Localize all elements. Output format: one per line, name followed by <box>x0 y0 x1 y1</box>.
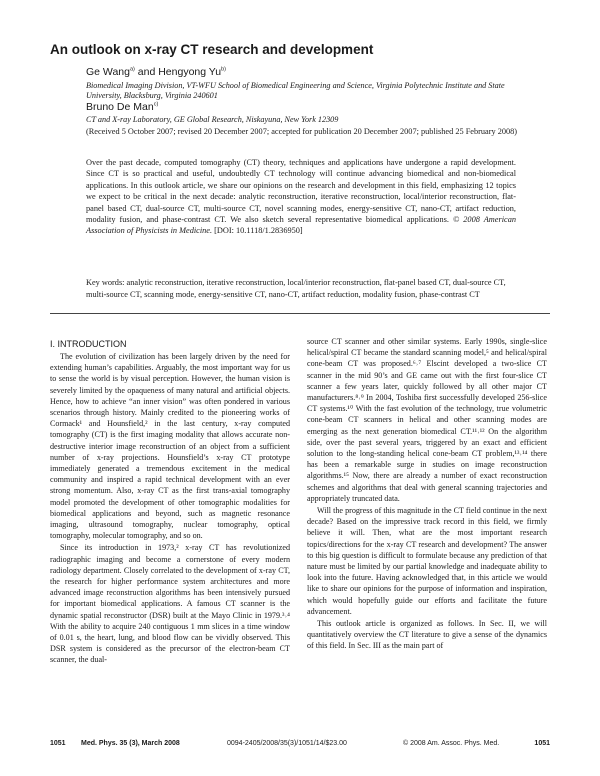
author-wang-footnote[interactable]: a) <box>129 66 135 73</box>
right-paragraph-2: Will the progress of this magnitude in the CT field continue in the next decade? Based on the impressive track record in this field, we firmly believe it will. Then, what are the most important research topics/directions for the x-ray CT research and development? The answer to this big question is difficult to formulate because any prediction of that nature must be limited by our partial knowledge and inadequate ability to look into the future. Having acknowledged that, in this article we would like to share our opinions for the purpose of information and inspiration, which would hopefully guide our efforts and facilitate the future advancement. <box>307 506 547 616</box>
abstract-text: Over the past decade, computed tomography (CT) theory, techniques and applications have undergone a rapid development. Since CT is so practical and useful, undoubtedly CT technology will continue advancing biomedical and non-biomedical applications. In this outlook article, we share our opinions on the research and development in this field, emphasizing 12 topics we expect to be critical in the next decade: analytic reconstruction, iterative reconstruction, local/interior reconstruction, flat-panel based CT, dual-source CT, multi-source CT, novel scanning modes, energy-sensitive CT, nano-CT, artifact reduction, modality fusion, and phase-contrast CT. We also sketch several representative biomedical applications. <box>86 158 516 225</box>
affiliation-vt-wfu: Biomedical Imaging Division, VT-WFU School of Biomedical Engineering and Science, Virginia Polytechnic Institute and State University, Blacksburg, Virginia 240601 <box>86 81 505 100</box>
keywords: Key words: analytic reconstruction, iterative reconstruction, local/interior reconstruction, flat-panel based CT, dual-source CT, multi-source CT, scanning mode, energy-sensitive CT, nano-CT, artifact reduction, modality fusion, phase-contrast CT <box>86 278 506 299</box>
footer-copyright: © 2008 Am. Assoc. Phys. Med. <box>403 740 500 747</box>
footer-codes: 0094-2405/2008/35(3)/1051/14/$23.00 <box>227 740 347 747</box>
author-de-man-footnote[interactable]: c) <box>153 101 159 108</box>
article-title: An outlook on x-ray CT research and development <box>50 42 374 57</box>
abstract <box>86 157 516 237</box>
affiliation-ge: CT and X-ray Laboratory, GE Global Research, Niskayuna, New York 12309 <box>86 115 339 124</box>
left-paragraph-1: The evolution of civilization has been largely driven by the need for extending human’s capabilities. Arguably, the most important way for us to sense the world is by visual perception. However, the human vision is severely limited by the opaqueness of many natural and artificial objects. Hence, how to achieve “an inner vision” was often pondered in various scenarios through history. Mainly credited to the pioneering works of Cormack¹ and Hounsfield,² in the last century, x-ray computed tomography (CT) is the first imaging modality that allows accurate non-destructive interior image reconstruction of an object from a sufficient number of x-ray projections. Hounsfield’s x-ray CT prototype immediately generated a tremendous excitement in the medical community and inspired a rapid technical development with an ever strong momentum. Also, x-ray CT as the first trans-axial tomography model promoted the development of other tomographic modalities for biomedical applications and beyond, such as magnetic resonance imaging, ultrasound tomography, nuclear tomography, optical tomography, molecular tomography, and so on. <box>50 352 290 541</box>
author-wang: Ge Wang <box>86 66 130 78</box>
page-footer <box>50 740 550 752</box>
section-heading-introduction: I. INTRODUCTION <box>50 339 127 349</box>
right-paragraph-3: This outlook article is organized as follows. In Sec. II, we will quantitatively overview the CT literature to give a sense of the dynamics of this field. In Sec. III as the main part of <box>307 619 547 651</box>
left-column <box>50 351 290 666</box>
footer-page-number-left: 1051 <box>50 740 66 747</box>
author-line-2 <box>86 101 158 113</box>
author-line <box>86 66 226 78</box>
footer-page-number-right: 1051 <box>534 740 550 747</box>
right-column <box>307 336 547 652</box>
left-paragraph-2: Since its introduction in 1973,² x-ray CT has revolutionized radiographic imaging and become a cornerstone of every modern radiology department. Closely correlated to the development of x-ray CT, the research for higher performance system architectures and more advanced image reconstruction algorithms has been intensively pursued for important biomedical applications. A famous CT scanner is the dynamic spatial reconstructor (DSR) built at the Mayo Clinic in 1979.³˒⁴ With the ability to acquire 240 contiguous 1 mm slices in a time window of 0.01 s, the heart, lung, and blood flow can be vividly observed. This DSR system is considered as the precursor of the electron-beam CT scanner, the dual- <box>50 543 290 665</box>
abstract-copyright: © 2008 American Association of Physicists in Medicine. <box>86 215 516 236</box>
footer-journal: Med. Phys. 35 (3), March 2008 <box>81 740 180 747</box>
received-dates: (Received 5 October 2007; revised 20 December 2007; accepted for publication 20 December 2007; published 25 February 2008) <box>86 127 518 136</box>
right-paragraph-1: source CT scanner and other similar systems. Early 1990s, single-slice helical/spiral CT became the standard scanning model,⁵ and helical/spiral cone-beam CT was proposed.⁶˒⁷ Elscint developed a two-slice CT scanner in the mid 90’s and GE came out with the first four-slice CT scanner a few years later, quickly followed by all other major CT manufacturers.⁸˒⁹ In 2004, Toshiba first successfully developed 256-slice CT systems.¹⁰ With the fast evolution of the technology, true volumetric cone-beam CT scanners in helical and other scanning modes are emerging as the next generation biomedical CT.¹¹˒¹² On the algorithm side, over the past several years, triggered by an exact and efficient solution to the long-standing helical cone-beam CT problem,¹³˒¹⁴ there has been a remarkable surge in studies on image reconstruction algorithms.¹⁵ Now, there are already a number of exact reconstruction schemes and algorithms that deal with general scanning trajectories and appropriately truncated data. <box>307 337 547 503</box>
author-yu: and Hengyong Yu <box>134 66 222 78</box>
author-yu-footnote[interactable]: b) <box>221 66 226 73</box>
section-divider <box>50 313 550 314</box>
doi-link[interactable]: [DOI: 10.1118/1.2836950] <box>214 226 303 236</box>
author-de-man: Bruno De Man <box>86 101 154 113</box>
